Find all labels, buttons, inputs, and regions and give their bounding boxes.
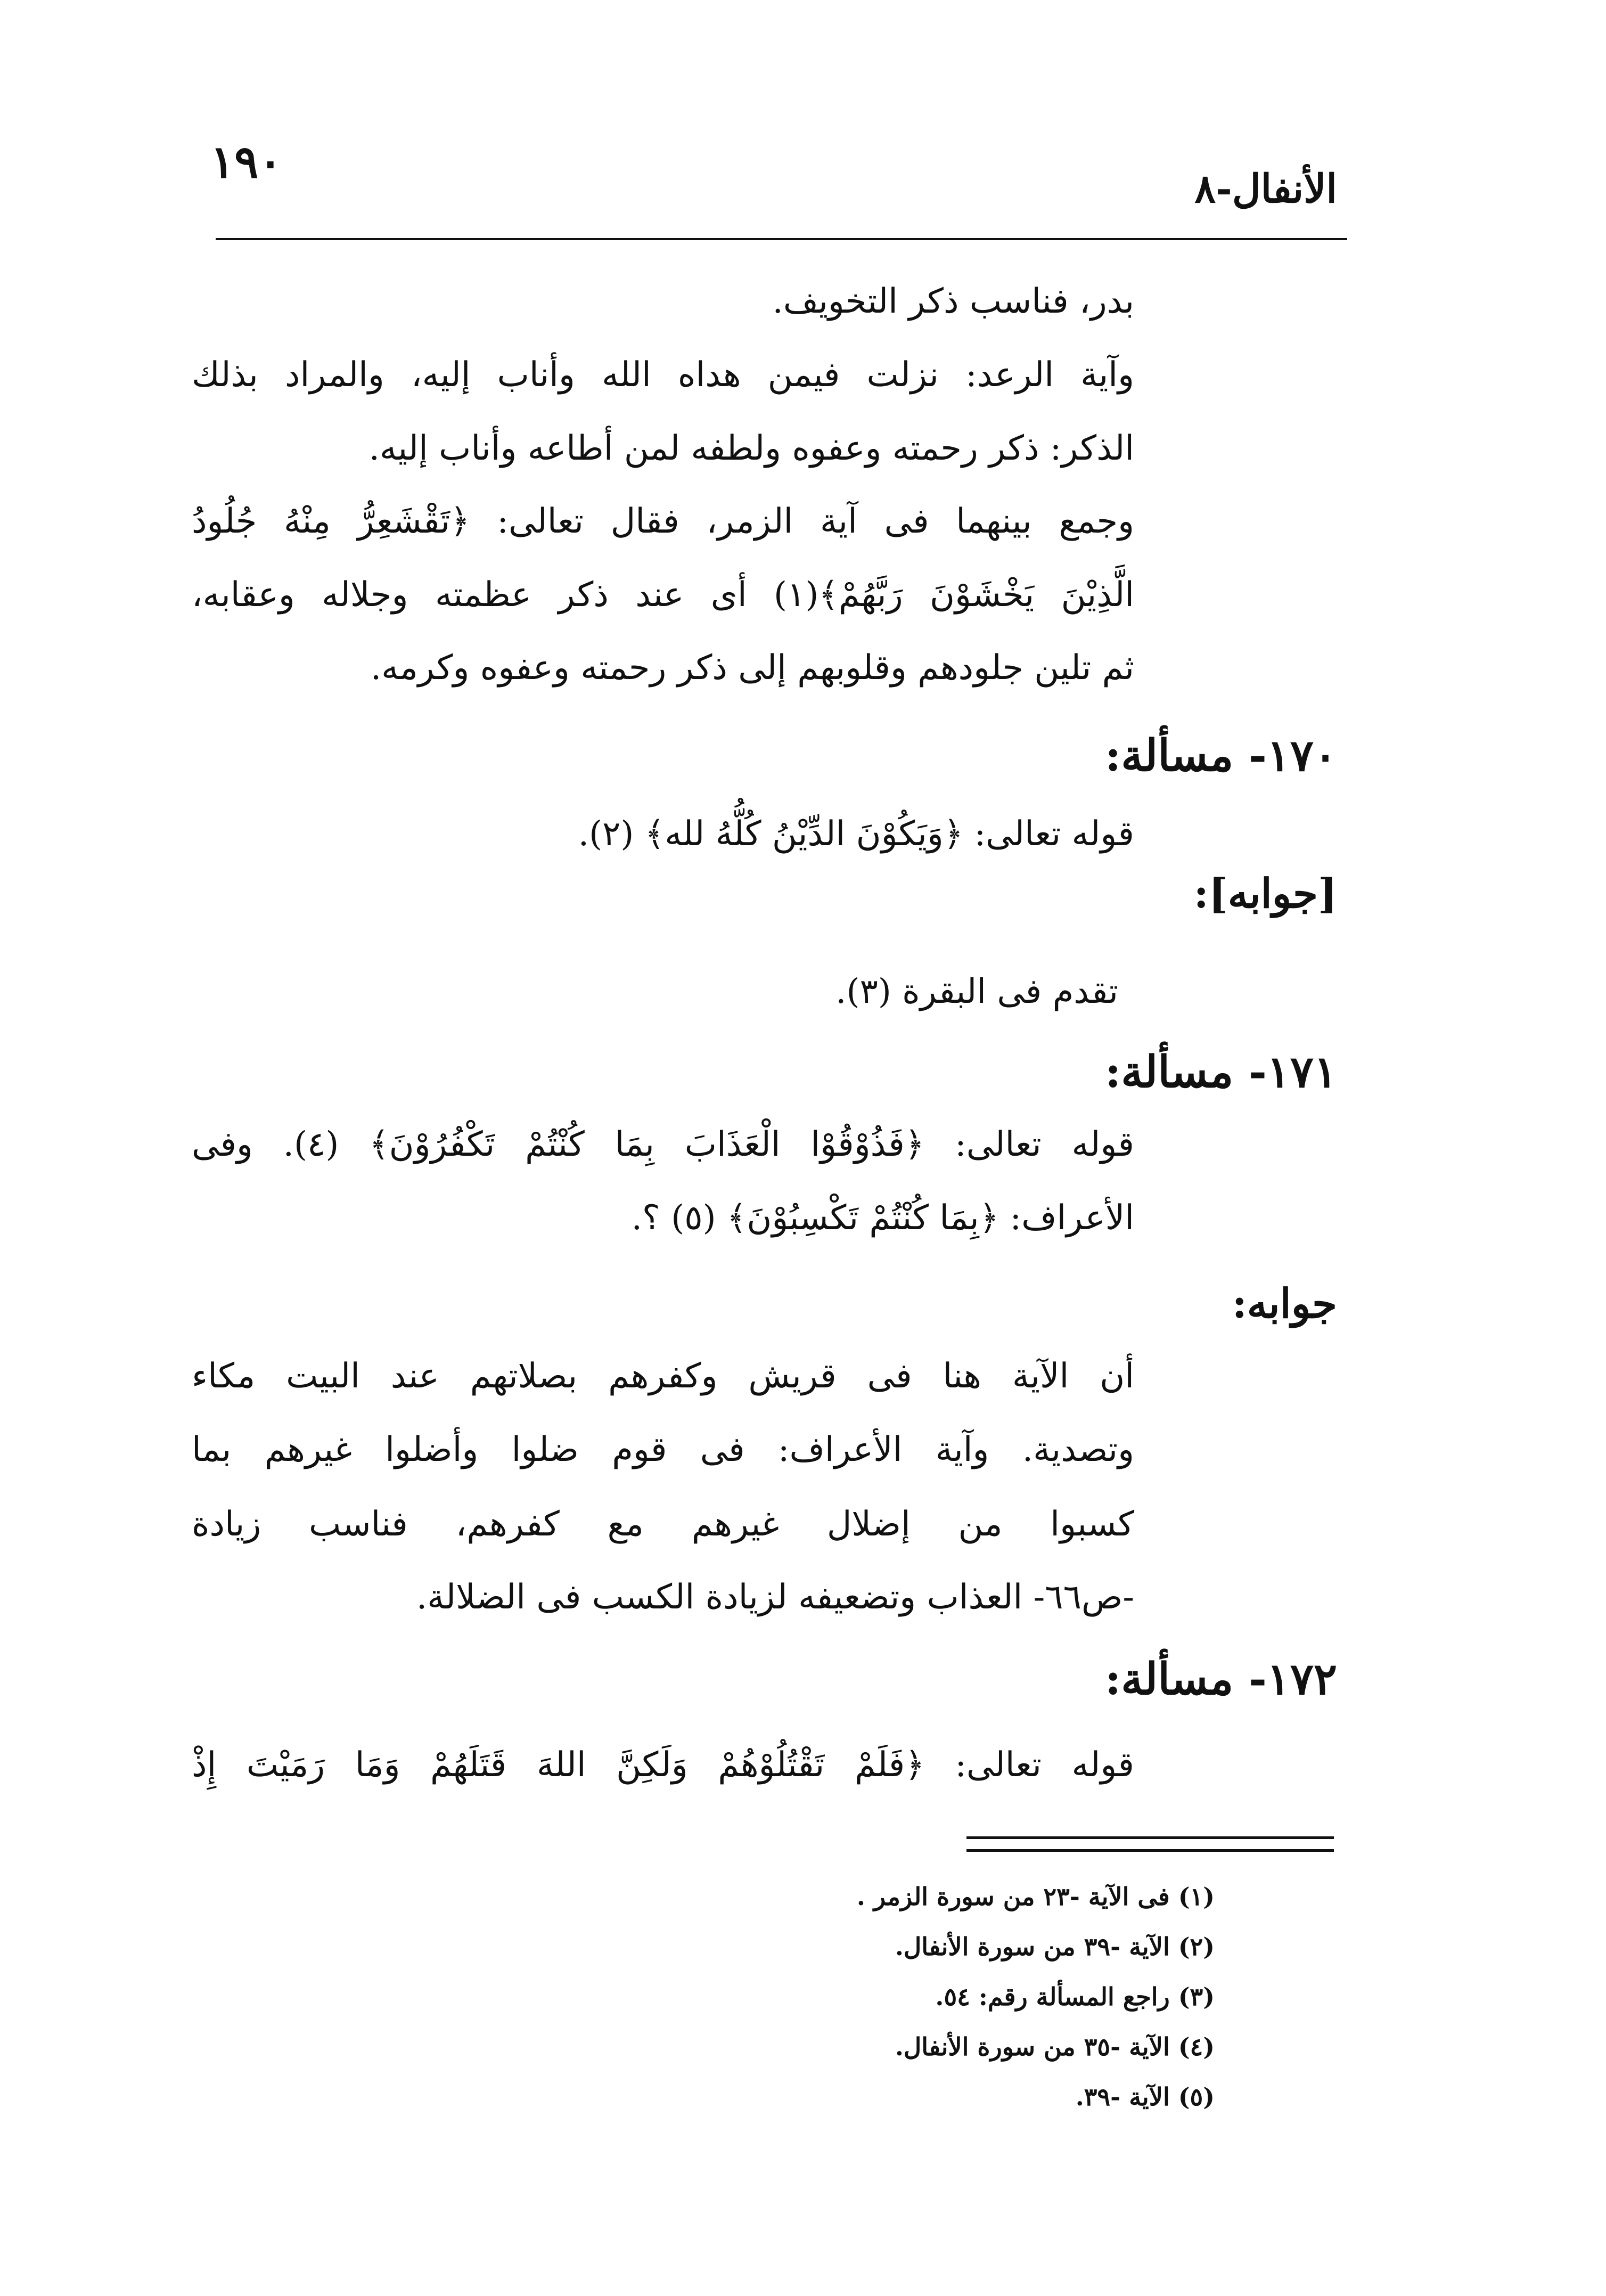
- issue-heading-172: ١٧٢- مسألة:: [1105, 1654, 1337, 1705]
- answer-label-171: جوابه:: [1232, 1280, 1337, 1327]
- footnote: (٣) راجع المسألة رقم: ٥٤.: [935, 1982, 1215, 2011]
- question-172: قوله تعالى: ﴿فَلَمْ تَقْتُلُوْهُمْ وَلَكِنَّ اللهَ قَتَلَهُمْ وَمَا رَمَيْتَ إِذْ: [192, 1745, 1134, 1785]
- question-170: قوله تعالى: ﴿وَيَكُوْنَ الدِّيْنُ كُلُّهُ لله﴾ (٢).: [578, 814, 1134, 854]
- answer-171-line: -ص٦٦- العذاب وتضعيفه لزيادة الكسب فى الضلالة.: [416, 1578, 1134, 1617]
- body-line: الَّذِيْنَ يَخْشَوْنَ رَبَّهُمْ﴾(١) أى عند ذكر عظمته وجلاله وعقابه،: [192, 575, 1135, 615]
- footnote-rule: [966, 1836, 1334, 1839]
- page-number: ١٩٠: [210, 135, 283, 188]
- running-title: الأنفال-٨: [1194, 166, 1337, 212]
- body-line: وآية الرعد: نزلت فيمن هداه الله وأناب إليه، والمراد بذلك: [192, 355, 1134, 395]
- footnote: (١) فى الآية -٢٣ من سورة الزمر .: [856, 1882, 1215, 1911]
- answer-171-line: وتصدية. وآية الأعراف: فى قوم ضلوا وأضلوا غيرهم بما: [192, 1430, 1134, 1469]
- issue-heading-171: ١٧١- مسألة:: [1105, 1047, 1337, 1098]
- body-line: وجمع بينهما فى آية الزمر، فقال تعالى: ﴿تَقْشَعِرُّ مِنْهُ جُلُودُ: [192, 502, 1135, 541]
- answer-171-line: أن الآية هنا فى قريش وكفرهم بصلاتهم عند البيت مكاء: [192, 1357, 1135, 1396]
- body-line: الذكر: ذكر رحمته وعفوه ولطفه لمن أطاعه وأناب إليه.: [368, 429, 1134, 468]
- answer-label-170: [جوابه]:: [1193, 870, 1337, 917]
- footnote: (٢) الآية -٣٩ من سورة الأنفال.: [895, 1932, 1215, 1961]
- answer-170: تقدم فى البقرة (٣).: [835, 972, 1118, 1011]
- question-171-line: الأعراف: ﴿بِمَا كُنْتُمْ تَكْسِبُوْنَ﴾ (٥) ؟.: [631, 1198, 1134, 1238]
- issue-heading-170: ١٧٠- مسألة:: [1105, 730, 1337, 781]
- answer-171-line: كسبوا من إضلال غيرهم مع كفرهم، فناسب زيادة: [192, 1505, 1134, 1544]
- body-line: ثم تلين جلودهم وقلوبهم إلى ذكر رحمته وعفوه وكرمه.: [370, 648, 1134, 688]
- header-rule: [216, 238, 1347, 240]
- body-line: بدر، فناسب ذكر التخويف.: [772, 282, 1134, 321]
- footnote-rule: [966, 1849, 1334, 1852]
- footnote: (٥) الآية -٣٩.: [1075, 2082, 1215, 2111]
- footnote: (٤) الآية -٣٥ من سورة الأنفال.: [895, 2032, 1215, 2061]
- question-171-line: قوله تعالى: ﴿فَذُوْقُوْا الْعَذَابَ بِمَا كُنْتُمْ تَكْفُرُوْنَ﴾ (٤). وفى: [192, 1125, 1134, 1164]
